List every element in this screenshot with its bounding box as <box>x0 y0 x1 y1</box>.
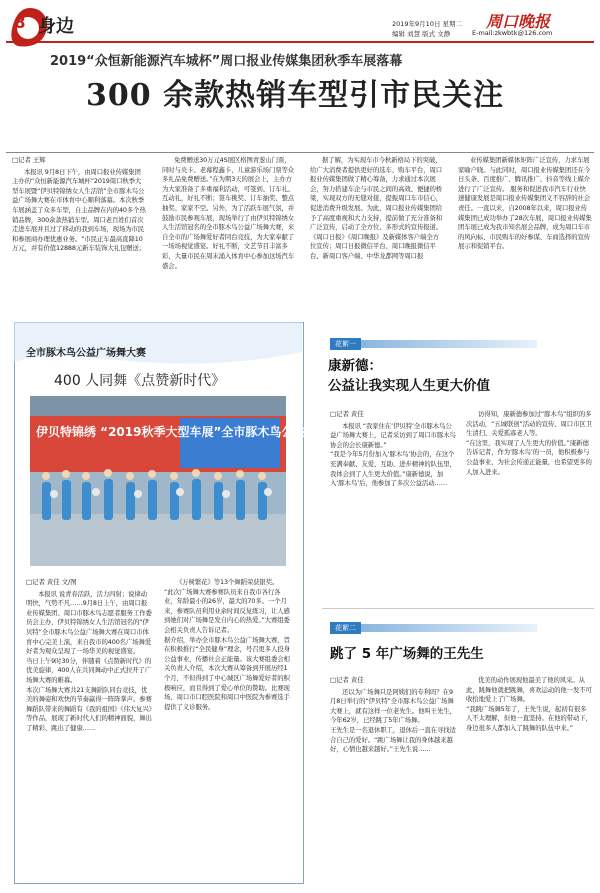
lead-rule <box>6 152 594 153</box>
lead-column-1 <box>12 156 146 326</box>
editor-credits: 编辑 刘慧 版式 文静 <box>392 30 451 38</box>
contest-small-title: 全市豚木鸟公益广场舞大赛 <box>26 348 146 359</box>
photo-banner-text: 伊贝特锦绣 “2019秋季大型车展”全市豚木鸟公益广场舞大赛 <box>36 425 366 439</box>
issue-date: 2019年9月10日 星期二 <box>392 20 463 28</box>
feature1-paragraph: 本报讯 “我家住在‘伊贝特’全市豚木鸟公益广场舞大赛上，记者采访到了周口市豚木鸟协会的会长康新德。” “我是今年5月份加入‘豚木鸟’协会的，在这个充满奉献、友爱、互助、进步精神的队伍里，我体会到了人生更大价值。”康新德说，加入‘豚木鸟’后，他参加了多次公益活动…… <box>330 421 456 488</box>
lead-paragraph: 据了解，为实现车市今秋新格局下的突破，给广大消费者提供更好的选车、购车平台，周口报业传媒集团做了精心筹备，力求通过本次展会，努力搭建车企与市民之间的高效、便捷的桥梁，实现双方的无缝对接，提振周口车市信心，促进消费升级发展。为此，周口报业传媒集团给予了高度重视和大力支持，提前做了充分准备和广泛宣传，启动了全方位、多形式的宣传报道。《周口日报》《周口晚报》及新媒体客户端全方位宣传；周口日报微信平台、周口晚报微信平台、新周口客户端、中华龙都网等周口报 <box>310 156 443 260</box>
contest-paragraph: 《万树繁花》等13个舞蹈荣获银奖。 “此次广场舞大赛参赛队员来自我市各行各业，年龄最小的26岁，最大的70多。一个月来，参赛队员利用业余时间反复练习，让人感到她们对广场舞是发自内心的热爱。”大赛组委会相关负责人告诉记者。 据介绍，举办全市豚木鸟公益广场舞大赛，旨在积极推行“全民健身”理念，号召更多人投身公益事业，传播社会正能量。该大赛组委会相关负责人介绍，本次大赛从筹备到开展历经1个月，不但得到了中心城区广场舞爱好者的积极响应，而且得到了爱心单位的赞助。比赛现场，周口市口腔医院和周口中医院为参赛选手提供了义诊服务。 <box>164 578 290 711</box>
feature1-byline: □记者 黄佳 <box>330 410 364 418</box>
feature1-column-1 <box>330 410 456 606</box>
feature-divider <box>322 608 594 609</box>
lead-paragraph: 业传媒集团新媒体矩阵广泛宣传，力求车展家喻户晓。与此同时，周口报业传媒集团还在今日头条、百度推广、腾讯推广、抖音等线上媒介进行了广泛宣传。 服务和促进我市汽车行业快速健康发展是周口报业传媒集团义不容辞的社会责任。一直以来，自2008年以来，周口报业传媒集团已成功举办了28次车展，周口报业传媒集团车展已成为我市知名展会品牌，成为周口车市的风向标、市民购车的好参谋、车商选择的宣传展示和促销平台。 <box>458 156 592 251</box>
contest-title: 400 人同舞《点赞新时代》 <box>54 373 226 389</box>
lead-column-3 <box>310 156 444 326</box>
lead-headline: 300 余款热销车型引市民关注 <box>86 78 505 113</box>
feature1-tagbar <box>330 338 537 350</box>
lead-column-2 <box>162 156 296 326</box>
feature1-paragraph: 访得知，康新德参加过“豚木鸟”组织的多次活动，“五城联创”活动的宣传、周口市区卫生清扫、关爱孤寡老人等。 “在这里，我实现了人生更大的价值。”康新德告诉记者，作为‘豚木鸟’的一员，他积极参与公益事业，为社会传递正能量，也希望更多的人加入进来。 <box>466 410 592 476</box>
feature2-paragraph: 还以为广场舞只是阿姨们的专利吗？在9月8日举行的“伊贝特”全市豚木鸟公益广场舞大赛上，就有这样一位老先生。他叫王先生，今年62岁，已经跳了5年广场舞。 王先生是一名退休职工，退休后一直在寻找适合自己的爱好。“跳广场舞让我的身体越来越好，心情也越来越好。”王先生说…… <box>330 687 456 754</box>
feature2-column-1 <box>330 676 456 882</box>
contest-byline: □记者 黄佳 文/图 <box>26 578 77 586</box>
feature1-title-line2: 公益让我实现人生更大价值 <box>328 378 490 394</box>
contest-column-1 <box>26 578 153 878</box>
contest-column-2 <box>164 578 291 878</box>
lead-byline: □记者 王辉 <box>12 156 46 164</box>
page-number: 8 <box>14 13 26 32</box>
feature2-byline: □记者 黄佳 <box>330 676 364 684</box>
feature2-tag: 花絮二 <box>330 622 361 634</box>
feature1-title-line1: 康新德： <box>328 358 382 374</box>
lead-paragraph: 免费赠送30万元4S展区格图青葱山门票，同时与央卡、老幕程鑫卡、儿童游乐场门票等众多礼品免费赠送。”在为期3天的展会上，主办方为大家准备了多重福利活动，可签到、订车礼、互动礼，好礼不断；签车挑奖、订车抽奖、整点抽奖、家家不空。另外，为了活跃车展气氛，并鼓励市民参观车展，现场举行了由伊贝特锦绣女人生活馆冠名的全市豚木鸟公益广场舞大赛，来自全市的广场舞爱好者同台竞技，为大家奉献了一场场视觉盛宴。好礼不断，文艺节目丰富多彩，大量市民在周末涌入体育中心参加这场汽车盛会。 <box>162 156 295 270</box>
lead-subheadline: 2019“众恒新能源汽车城杯”周口报业传媒集团秋季车展落幕 <box>50 54 403 69</box>
section-title: 身边 <box>38 16 74 37</box>
header-rule <box>6 41 594 43</box>
feature2-column-2 <box>466 676 592 882</box>
contest-paragraph: 本报讯 说青春活跃，活力四射；说律动明快，气势不凡……9月8日上午，由周口报业传媒集团、周口市豚木鸟志愿者服务工作委员会主办，伊贝特锦绣女人生活馆冠名的“伊贝特”全市豚木鸟公益广场舞大赛在周口市体育中心完美上演，来自我市的400名广场舞爱好者为观众呈现了一场华美的视觉盛宴。 当日上午9时30分，伴随着《点赞新时代》的优美旋律，400人在共同舞动中正式拉开了广场舞大赛的帷幕。 本次广场舞大赛共21支舞蹈队同台竞技，优美的舞姿和欢快的节奏赢得一阵阵掌声。参赛舞蹈队带来的舞蹈有《我的祖国》《伟大复兴》等作品，展现了新时代人们的精神面貌，舞出了精彩、跳出了健康…… <box>26 589 152 732</box>
feature2-tagbar <box>330 622 537 634</box>
feature2-title: 跳了 5 年广场舞的王先生 <box>330 646 484 662</box>
feature2-paragraph: 优美的动作展现他最美了他的风采。从此，跳舞他就把跳舞，喜欢运动的他一发不可收拾地爱上了广场舞。 “我跳广场舞5年了，王先生说，起初有很多人不太理解，但他一直坚持。在他的带动下，身边很多人都加入了跳舞的队伍中来。” <box>466 676 592 732</box>
feature1-tag: 花絮一 <box>330 338 361 350</box>
feature1-column-2 <box>466 410 592 606</box>
feature2-tag-bar <box>361 624 537 632</box>
feature1-tag-bar <box>361 340 537 348</box>
lead-column-4 <box>458 156 592 326</box>
newspaper-logo: 周口晚报 <box>486 12 551 31</box>
lead-paragraph: 本报讯 9月8日下午，由周口报业传媒集团主办的“众恒新能源汽车城杯”2019周口秋季大型车展暨“伊贝特锦绣女人生活馆”全市豚木鸟公益广场舞大赛在市体育中心顺利落幕。本次秋季车展涵盖了众多车型，自主品牌在内的40多个热销品牌，300余款热销车型。周口老百姓们首次走进车展并且过了移动的我到车场，现场为市民和参展商办理优惠业务。“市民正车最高直降10万元，并有价值12888元新车装饰大礼包赠送； <box>12 167 146 253</box>
contact-email: E-mail:zkwbtk@126.com <box>472 29 553 37</box>
